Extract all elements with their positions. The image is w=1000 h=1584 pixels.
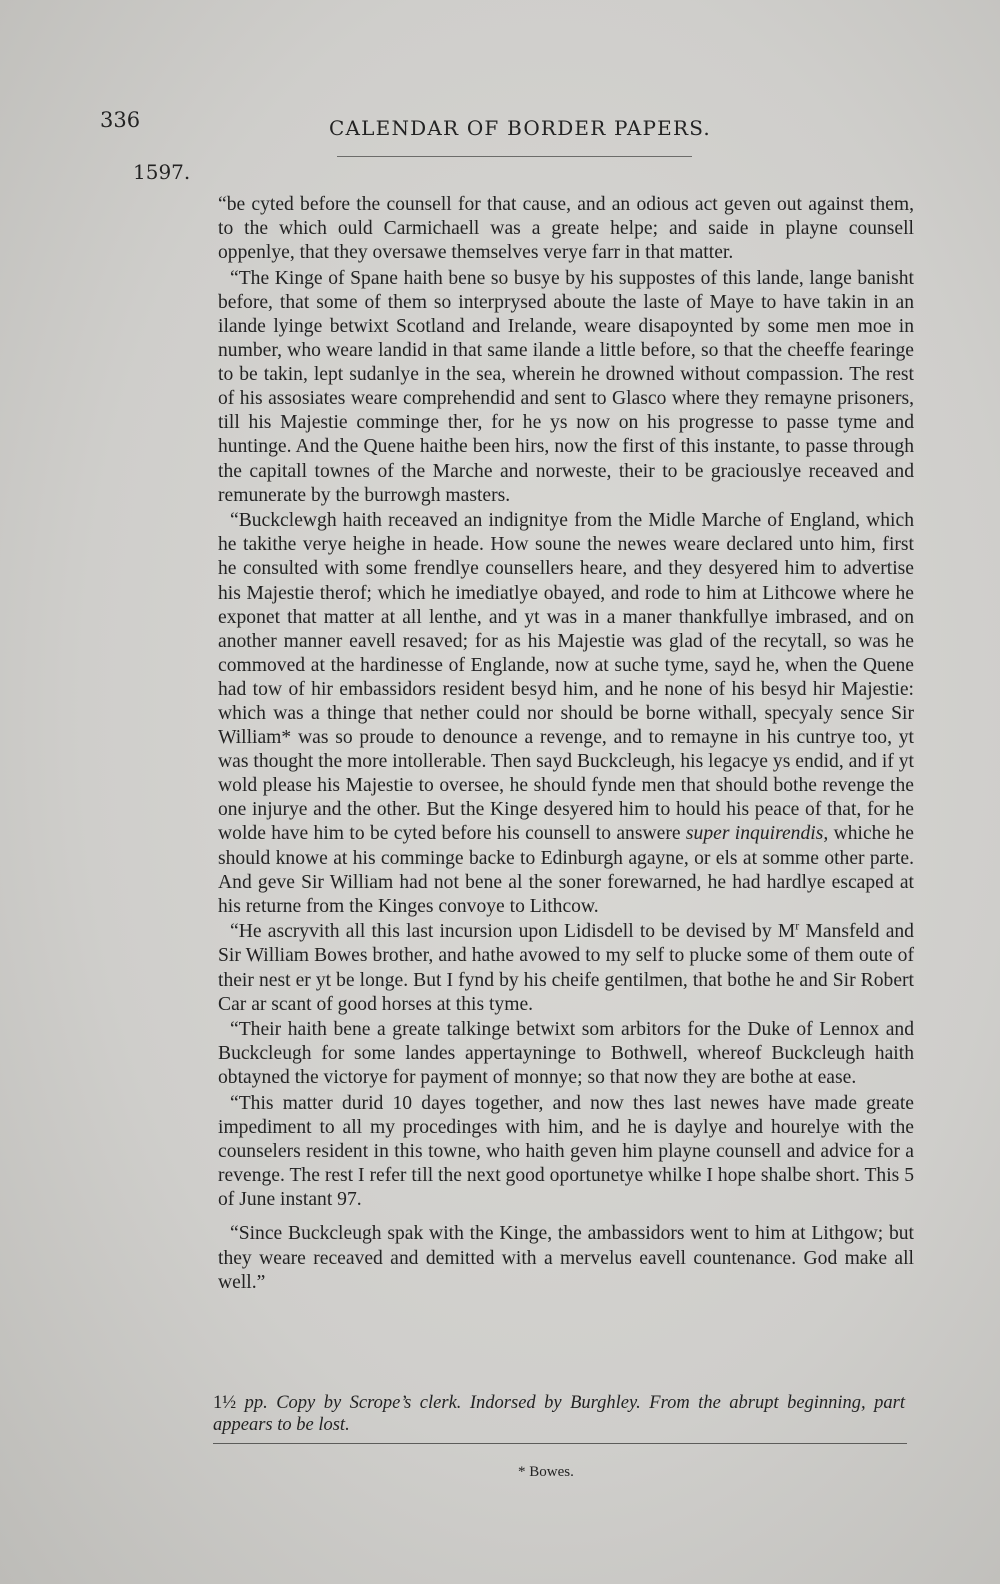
note-text: pp. Copy by Scrope’s clerk. Indorsed by Burghley. From the abrupt beginning, part appears to be lost. xyxy=(213,1393,905,1435)
paragraph-7: “Since Buckcleugh spak with the Kinge, the ambassidors went to him at Lithgow; but they weare receaved and demitted with a mervelus eavell countenance. God make all well.” xyxy=(218,1223,914,1293)
paragraph-6: “This matter durid 10 dayes together, and now thes last newes have made greate impediment to all my procedinges with him, and he is daylye and hourelye with the counselers resident in this towne, who haith geven him playne counsell and advice for a revenge. The rest I refer till the next good oportunetye whilke I hope shalbe short. This 5 of June instant 97. xyxy=(218,1092,914,1211)
paragraph-3-italic: super inquirendis, xyxy=(685,823,829,845)
note-size: 1½ xyxy=(213,1393,237,1413)
footnote-rule xyxy=(213,1443,907,1444)
paragraph-3-end: whiche he should knowe at his comminge backe to Edinburgh agayne, or els at somme other parte. And geve Sir William had not bene al the soner forewarned, he had hardlye escaped at his returne from the Kinges convoye to Lithcow. xyxy=(218,823,914,917)
paragraph-2: “The Kinge of Spane haith bene so busye by his suppostes of this lande, lange banisht before, that some of them so interprysed aboute the laste of Maye to have takin in an ilande lyinge betwixt Scotland and Irelande, weare disapoynted by some men moe in number, who weare landid in that same ilande a little before, so that the cheeffe fearinge to be takin, lept sudanlye in the sea, wherein he drowned without compassion. The rest of his assosiates weare comprehendid and sent to Glasco where they remayne prisoners, till his Majestie comminge ther, for he ys now on his progresse to passe tyme and huntinge. And the Quene haithe been hirs, now the first of this instante, to passe through the capitall townes of the Marche and norweste, their to be graciouslye receaved and remunerate by the burrowgh masters. xyxy=(218,267,914,506)
editorial-note xyxy=(213,1392,905,1436)
paragraph-1: “be cyted before the counsell for that cause, and an odious act geven out against them, to the which ould Carmichaell was a greate helpe; and saide in playne counsell oppenlye, that they oversawe themselves verye farr in that matter. xyxy=(218,194,914,264)
paragraph-4-start: “He ascryvith all this last incursion upon Lidisdell to be devised by M xyxy=(230,921,796,943)
margin-year: 1597. xyxy=(133,160,191,184)
paragraph-3 xyxy=(218,509,914,919)
paragraph-5: “Their haith bene a greate talkinge betwixt som arbitors for the Duke of Lennox and Buckcleugh for some landes appertayninge to Bothwell, whereof Buckcleugh haith obtayned the victorye for payment of monnye; so that now they are bothe at ease. xyxy=(218,1019,914,1089)
paragraph-4 xyxy=(218,920,914,1016)
page-number: 336 xyxy=(100,108,141,132)
superscript-r: r xyxy=(795,918,800,933)
body-text xyxy=(218,193,914,1295)
paragraph-3-text: “Buckclewgh haith receaved an indignitye from the Midle Marche of England, which he takithe verye heighe in heade. How soune the newes weare declared unto him, first he consulted with some frendlye counsellers heare, and they desyered him to advertise his Majestie therof; which he imediatlye obayed, and rode to him at Lithcowe where he exponet that matter at all lenthe, and yt was in a maner thankfullye imbrased, and on another manner eavell resaved; for as his Majestie was glad of the recytall, so was he commoved at the hardinesse of Englande, now at suche tyme, sayd he, when the Quene had tow of hir embassidors resident besyd him, and he none of his besyd hir Majestie: which was a thinge that nether could nor should be borne withall, specyaly sence Sir William* was so proude to denounce a revenge, and to remayne in his cuntrye too, yt was thought the more intollerable. Then sayd Buckcleugh, his legacye ys endid, and if yt wold please his Majestie to oversee, he should fynde men that should bothe revenge the one injurye and the other. But the Kinge desyered him to hould his peace of that, for he wolde have him to be cyted before his counsell to answere xyxy=(218,510,914,845)
paragraph-4-end: Mansfeld and Sir William Bowes brother, and hathe avowed to my self to plucke some of them oute of their nest er yt be longe. But I fynd by his cheife gentilmen, that bothe he and Sir Robert Car ar scant of good horses at this tyme. xyxy=(218,921,914,1015)
header-rule xyxy=(337,156,692,157)
running-head: CALENDAR OF BORDER PAPERS. xyxy=(329,116,711,140)
footnote: * Bowes. xyxy=(518,1464,574,1480)
